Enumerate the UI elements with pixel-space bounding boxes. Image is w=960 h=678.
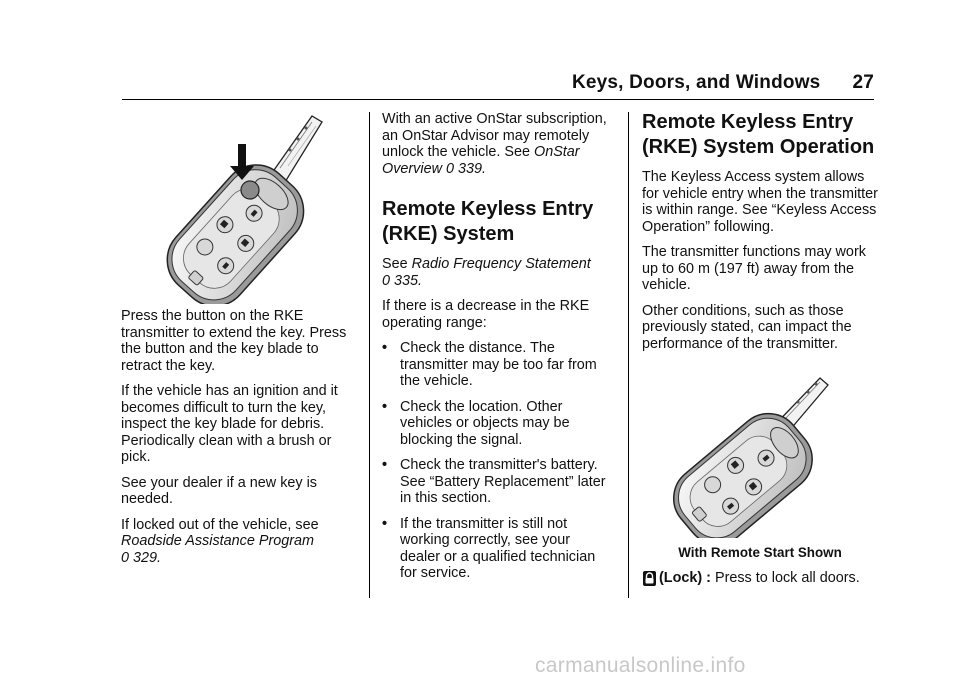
page-reference-symbol: 0 bbox=[121, 549, 130, 566]
section-heading: Remote Keyless Entry (RKE) System bbox=[382, 198, 594, 245]
page-reference[interactable]: 329. bbox=[133, 549, 162, 566]
text: See bbox=[382, 256, 408, 272]
column-divider bbox=[369, 112, 370, 598]
bullet-marker: • bbox=[382, 398, 388, 415]
header-rule bbox=[122, 99, 874, 100]
remote-start-fob-illustration bbox=[662, 352, 842, 538]
cross-reference-link[interactable]: Radio Frequency Statement bbox=[411, 256, 591, 272]
paragraph: If there is a decrease in the RKE operating range: bbox=[382, 298, 590, 331]
text: If locked out of the vehicle, see bbox=[121, 516, 319, 533]
cross-reference-link[interactable]: OnStar Overview bbox=[382, 144, 580, 177]
paragraph: If the vehicle has an ignition and it becomes difficult to turn the key, inspect the key blade for debris. Periodically clean with a brush or pick. bbox=[121, 383, 338, 465]
fob-body bbox=[153, 151, 317, 304]
column-right bbox=[642, 110, 878, 361]
paragraph-locked-out bbox=[121, 517, 357, 567]
key-release-button bbox=[241, 181, 259, 199]
figure-caption: With Remote Start Shown bbox=[678, 545, 842, 560]
lock-description bbox=[642, 570, 878, 587]
bullet-text: Check the location. Other vehicles or objects may be blocking the signal. bbox=[400, 398, 570, 448]
page-reference[interactable]: 339. bbox=[458, 160, 487, 177]
column-left bbox=[121, 308, 357, 575]
bullet-marker: • bbox=[382, 457, 388, 473]
bullet-marker: • bbox=[382, 515, 388, 532]
page-number: 27 bbox=[852, 72, 874, 93]
text: With an active OnStar subscription, an OnStar Advisor may remotely unlock the vehicle. See bbox=[382, 111, 607, 160]
column-right-lower bbox=[642, 545, 878, 587]
page-reference-symbol: 0 bbox=[382, 272, 391, 289]
paragraph: See your dealer if a new key is needed. bbox=[121, 474, 317, 507]
column-middle bbox=[382, 111, 614, 591]
bullet-text: Check the transmitter's battery. See “Battery Replacement” later in this section. bbox=[400, 457, 606, 506]
lock-term: (Lock) : bbox=[659, 569, 711, 586]
bullet-item bbox=[382, 340, 614, 390]
bullet-item bbox=[382, 399, 614, 449]
lock-icon bbox=[642, 570, 657, 587]
paragraph: The transmitter functions may work up to 60 m (197 ft) away from the vehicle. bbox=[642, 244, 866, 293]
fob-body bbox=[662, 401, 825, 538]
key-fob-illustration bbox=[140, 108, 340, 304]
paragraph: Other conditions, such as those previously stated, can impact the performance of the transmitter. bbox=[642, 302, 852, 352]
lock-text: Press to lock all doors. bbox=[714, 569, 860, 586]
section-heading: Remote Keyless Entry (RKE) System Operation bbox=[642, 111, 875, 158]
page-reference-symbol: 0 bbox=[445, 160, 454, 177]
paragraph-onstar bbox=[382, 111, 614, 177]
bullet-item bbox=[382, 516, 614, 582]
watermark: carmanualsonline.info bbox=[535, 654, 746, 677]
paragraph: Press the button on the RKE transmitter to extend the key. Press the button and the key blade to retract the key. bbox=[121, 308, 347, 374]
section-title: Keys, Doors, and Windows bbox=[571, 72, 821, 93]
bullet-marker: • bbox=[382, 340, 388, 356]
page-reference[interactable]: 335. bbox=[394, 272, 423, 289]
bullet-item bbox=[382, 457, 614, 507]
cross-reference-link[interactable]: Roadside Assistance Program bbox=[121, 533, 315, 549]
paragraph: The Keyless Access system allows for vehicle entry when the transmitter is within range. See “Keyless Access Operation” following. bbox=[642, 169, 878, 235]
page-header bbox=[0, 72, 874, 94]
bullet-text: Check the distance. The transmitter may be too far from the vehicle. bbox=[400, 340, 597, 389]
paragraph-see bbox=[382, 256, 614, 289]
bullet-text: If the transmitter is still not working correctly, see your dealer or a qualified technician for service. bbox=[400, 515, 596, 581]
column-divider bbox=[628, 112, 629, 598]
